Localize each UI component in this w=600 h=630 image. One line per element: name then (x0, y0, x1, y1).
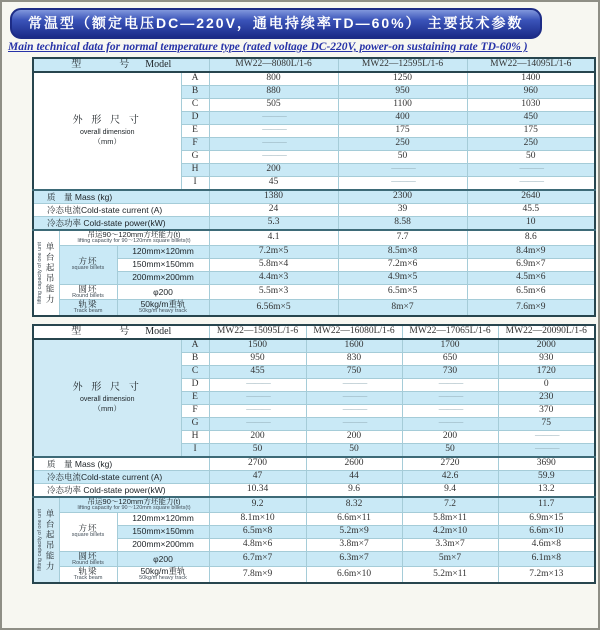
track-spec-zh: 50kg/m重轨 (140, 299, 186, 310)
value-cell: ——— (338, 164, 467, 177)
model-header-zh: 型 号 (71, 325, 144, 337)
dimension-letter: I (181, 444, 209, 458)
value-cell: 7.2 (402, 497, 498, 512)
lift-90-120-label-zh: 吊运90～120mm方坯能力(t) (87, 497, 181, 507)
value-cell: 5.2m×9 (306, 525, 402, 538)
page-title: 常温型（额定电压DC—220V，通电持续率TD—60%） 主要技术参数 (10, 8, 542, 39)
table-row (33, 230, 595, 245)
value-cell: ——— (467, 164, 595, 177)
dimension-label (33, 339, 181, 457)
value-cell: 1100 (338, 99, 467, 112)
value-cell: 47 (209, 471, 306, 484)
value-cell: 6.6m×10 (498, 525, 595, 538)
value-cell: 50 (467, 151, 595, 164)
model-header-en: Model (145, 325, 172, 337)
billet-size: 120mm×120mm (117, 245, 209, 258)
dimension-unit: （mm） (93, 404, 121, 413)
lifting-vertical-label-zh: 单台起吊能力 (45, 508, 56, 572)
mass-label: 质 量 Mass (kg) (33, 457, 209, 471)
dimension-letter: F (181, 138, 209, 151)
round-billets-zh: 圆坯 (78, 283, 98, 294)
value-cell: 4.5m×6 (467, 271, 595, 284)
value-cell: 230 (498, 392, 595, 405)
dimension-letter: D (181, 379, 209, 392)
value-cell: 50 (402, 444, 498, 458)
value-cell: 1250 (338, 72, 467, 86)
value-cell: 4.1 (209, 230, 338, 245)
dimension-letter: G (181, 151, 209, 164)
lift-90-120-label (59, 497, 209, 512)
table-row (33, 551, 595, 567)
dimension-letter: B (181, 353, 209, 366)
square-billets-en: square billets (71, 265, 105, 272)
round-billets-label (59, 551, 117, 567)
value-cell: 50 (209, 444, 306, 458)
lifting-vertical-wrap (34, 231, 59, 315)
dimension-letter: A (181, 339, 209, 353)
value-cell: ——— (402, 392, 498, 405)
value-cell: 8.5m×8 (338, 245, 467, 258)
value-cell: ——— (209, 125, 338, 138)
value-cell: ——— (209, 418, 306, 431)
value-cell: 200 (306, 431, 402, 444)
value-cell: 1400 (467, 72, 595, 86)
value-cell: 8m×7 (338, 300, 467, 316)
value-cell: 800 (209, 72, 338, 86)
value-cell: ——— (306, 392, 402, 405)
value-cell: 250 (467, 138, 595, 151)
value-cell: 8.1m×10 (209, 512, 306, 525)
table-row (33, 190, 595, 204)
dimension-label-en: overall dimension (80, 128, 135, 136)
value-cell: 6.6m×11 (306, 512, 402, 525)
value-cell: 2300 (338, 190, 467, 204)
billet-size: 150mm×150mm (117, 258, 209, 271)
dimension-letter: H (181, 431, 209, 444)
track-spec-en: 50kg/m heavy track (139, 308, 187, 315)
value-cell: 455 (209, 366, 306, 379)
value-cell: 1600 (306, 339, 402, 353)
value-cell: 8.6 (467, 230, 595, 245)
model-header (33, 325, 209, 339)
value-cell: 880 (209, 86, 338, 99)
model-header-zh: 型 号 (71, 58, 144, 70)
page-subtitle: Main technical data for normal temperature type (rated voltage DC-220V, power-on sustaining rate TD-60% ) (8, 41, 528, 53)
value-cell: 1500 (209, 339, 306, 353)
value-cell: 750 (306, 366, 402, 379)
value-cell: 2700 (209, 457, 306, 471)
value-cell: 13.2 (498, 484, 595, 498)
value-cell: 5.8m×11 (402, 512, 498, 525)
table-row (33, 339, 595, 353)
value-cell: ——— (498, 431, 595, 444)
model-name: MW22—17065L/1-6 (402, 325, 498, 339)
value-cell: 2600 (306, 457, 402, 471)
value-cell: 3.3m×7 (402, 538, 498, 551)
value-cell: 1380 (209, 190, 338, 204)
value-cell: 1720 (498, 366, 595, 379)
table-row (33, 204, 595, 217)
value-cell: 175 (467, 125, 595, 138)
value-cell: 6.1m×8 (498, 551, 595, 567)
value-cell: 200 (209, 431, 306, 444)
dimension-label-zh: 外 形 尺 寸 (72, 382, 142, 394)
table-row (33, 512, 595, 525)
value-cell: 4.6m×8 (498, 538, 595, 551)
model-name: MW22—8080L/1-6 (209, 58, 338, 72)
square-billets-label (59, 512, 117, 551)
dimension-letter: F (181, 405, 209, 418)
value-cell: 44 (306, 471, 402, 484)
value-cell: 8.58 (338, 217, 467, 231)
value-cell: ——— (209, 138, 338, 151)
value-cell: 4.8m×6 (209, 538, 306, 551)
model-name: MW22—15095L/1-6 (209, 325, 306, 339)
value-cell: 200 (209, 164, 338, 177)
dimension-letter: D (181, 112, 209, 125)
value-cell: 950 (209, 353, 306, 366)
table-row (33, 300, 595, 316)
value-cell: 5.3 (209, 217, 338, 231)
value-cell: ——— (209, 151, 338, 164)
value-cell: 59.9 (498, 471, 595, 484)
track-spec (117, 567, 209, 583)
value-cell: 7.7 (338, 230, 467, 245)
value-cell: 5m×7 (402, 551, 498, 567)
value-cell: 1030 (467, 99, 595, 112)
dimension-letter: G (181, 418, 209, 431)
value-cell: ——— (306, 418, 402, 431)
value-cell: 9.6 (306, 484, 402, 498)
value-cell: 6.5m×8 (209, 525, 306, 538)
dimension-label (33, 72, 181, 190)
billet-size: 120mm×120mm (117, 512, 209, 525)
value-cell: 8.32 (306, 497, 402, 512)
value-cell: 450 (467, 112, 595, 125)
value-cell: 730 (402, 366, 498, 379)
value-cell: ——— (306, 405, 402, 418)
value-cell: 6.5m×6 (467, 284, 595, 300)
table-row (33, 58, 595, 72)
square-billets-en: square billets (71, 532, 105, 539)
model-name: MW22—16080L/1-6 (306, 325, 402, 339)
value-cell: 7.8m×9 (209, 567, 306, 583)
model-name: MW22—20090L/1-6 (498, 325, 595, 339)
value-cell: ——— (209, 405, 306, 418)
square-billets-label (59, 245, 117, 284)
table-row (33, 484, 595, 498)
table-row (33, 457, 595, 471)
mass-label: 质 量 Mass (kg) (33, 190, 209, 204)
value-cell: 4.2m×10 (402, 525, 498, 538)
lift-90-120-label (59, 230, 209, 245)
table-row (33, 284, 595, 300)
round-billets-label (59, 284, 117, 300)
value-cell: 42.6 (402, 471, 498, 484)
lifting-vertical-wrap (34, 498, 59, 582)
value-cell: 6.6m×10 (306, 567, 402, 583)
value-cell: ——— (209, 392, 306, 405)
model-name: MW22—12595L/1-6 (338, 58, 467, 72)
track-spec (117, 300, 209, 316)
value-cell: 50 (338, 151, 467, 164)
value-cell: 45 (209, 177, 338, 191)
track-beam-zh: 轨梁 (78, 299, 98, 310)
table-row (33, 271, 595, 284)
value-cell: 7.6m×9 (467, 300, 595, 316)
value-cell: 250 (338, 138, 467, 151)
value-cell: 505 (209, 99, 338, 112)
lifting-capacity-vertical-label (33, 497, 59, 583)
value-cell: ——— (498, 444, 595, 458)
value-cell: 6.9m×15 (498, 512, 595, 525)
cold_power-label: 冷态功率 Cold-state power(kW) (33, 217, 209, 231)
value-cell: 39 (338, 204, 467, 217)
lifting-vertical-label-en: lifting capacity of one unit (37, 242, 44, 304)
dimension-letter: I (181, 177, 209, 191)
table-row (33, 245, 595, 258)
value-cell: 6.56m×5 (209, 300, 338, 316)
round-billets-en: Round billets (72, 292, 104, 299)
value-cell: 10.34 (209, 484, 306, 498)
value-cell: ——— (402, 379, 498, 392)
table-row (33, 217, 595, 231)
value-cell: 1700 (402, 339, 498, 353)
dimension-label-zh: 外 形 尺 寸 (72, 115, 142, 127)
table-row (33, 567, 595, 583)
spec-table-2 (32, 324, 596, 584)
table-row (33, 497, 595, 512)
value-cell: 75 (498, 418, 595, 431)
dimension-letter: A (181, 72, 209, 86)
round-billets-zh: 圆坯 (78, 550, 98, 561)
value-cell: 5.2m×11 (402, 567, 498, 583)
value-cell: 6.5m×5 (338, 284, 467, 300)
round-size: φ200 (117, 284, 209, 300)
dimension-unit: （mm） (93, 136, 121, 146)
value-cell: 4.9m×5 (338, 271, 467, 284)
value-cell: 830 (306, 353, 402, 366)
model-header-en: Model (145, 58, 172, 70)
track-spec-zh: 50kg/m重轨 (140, 566, 186, 577)
value-cell: 2000 (498, 339, 595, 353)
value-cell: 200 (402, 431, 498, 444)
value-cell: 9.4 (402, 484, 498, 498)
table-row (33, 538, 595, 551)
table-row (33, 525, 595, 538)
round-billets-en: Round billets (72, 559, 104, 566)
value-cell: 3690 (498, 457, 595, 471)
track-beam-en: Track beam (73, 308, 103, 315)
value-cell: 3.8m×7 (306, 538, 402, 551)
square-billets-zh: 方坯 (78, 523, 98, 534)
lifting-vertical-label-en: lifting capacity of one unit (37, 509, 44, 571)
cold_current-label: 冷态电流Cold-state current (A) (33, 204, 209, 217)
value-cell: 960 (467, 86, 595, 99)
dimension-letter: C (181, 366, 209, 379)
value-cell: 370 (498, 405, 595, 418)
value-cell: 45.5 (467, 204, 595, 217)
value-cell: ——— (306, 379, 402, 392)
value-cell: 10 (467, 217, 595, 231)
model-name: MW22—14095L/1-6 (467, 58, 595, 72)
value-cell: 5.8m×4 (209, 258, 338, 271)
value-cell: ——— (467, 177, 595, 191)
lift-90-120-label-zh: 吊运90～120mm方坯能力(t) (87, 230, 181, 239)
value-cell: 175 (338, 125, 467, 138)
value-cell: ——— (338, 177, 467, 191)
table-row (33, 325, 595, 339)
cold_current-label: 冷态电流Cold-state current (A) (33, 471, 209, 484)
value-cell: 6.7m×7 (209, 551, 306, 567)
track-spec-en: 50kg/m heavy track (139, 575, 187, 582)
track-beam-label (59, 300, 117, 316)
lifting-vertical-label-zh: 单台起吊能力 (45, 241, 56, 305)
value-cell: 650 (402, 353, 498, 366)
value-cell: 50 (306, 444, 402, 458)
dimension-label-en: overall dimension (80, 395, 135, 403)
value-cell: 930 (498, 353, 595, 366)
value-cell: ——— (402, 405, 498, 418)
cold_power-label: 冷态功率 Cold-state power(kW) (33, 484, 209, 498)
value-cell: ——— (402, 418, 498, 431)
dimension-letter: E (181, 125, 209, 138)
track-beam-zh: 轨梁 (78, 566, 98, 577)
billet-size: 200mm×200mm (117, 271, 209, 284)
value-cell: 6.3m×7 (306, 551, 402, 567)
value-cell: 4.4m×3 (209, 271, 338, 284)
billet-size: 150mm×150mm (117, 525, 209, 538)
value-cell: 400 (338, 112, 467, 125)
value-cell: 5.5m×3 (209, 284, 338, 300)
dimension-letter: C (181, 99, 209, 112)
lifting-capacity-vertical-label (33, 230, 59, 316)
value-cell: 8.4m×9 (467, 245, 595, 258)
value-cell: 7.2m×6 (338, 258, 467, 271)
square-billets-zh: 方坯 (78, 256, 98, 267)
value-cell: 11.7 (498, 497, 595, 512)
dimension-letter: H (181, 164, 209, 177)
track-beam-en: Track beam (73, 575, 103, 582)
lift-90-120-label-en: lifting capacity for 90～120mm square billets(t) (77, 237, 191, 244)
dimension-letter: B (181, 86, 209, 99)
value-cell: 7.2m×5 (209, 245, 338, 258)
value-cell: 2720 (402, 457, 498, 471)
table-row (33, 72, 595, 86)
value-cell: 6.9m×7 (467, 258, 595, 271)
track-beam-label (59, 567, 117, 583)
billet-size: 200mm×200mm (117, 538, 209, 551)
value-cell: 950 (338, 86, 467, 99)
dimension-letter: E (181, 392, 209, 405)
round-size: φ200 (117, 551, 209, 567)
value-cell: 2640 (467, 190, 595, 204)
lift-90-120-label-en: lifting capacity for 90～120mm square billets(t) (77, 504, 191, 511)
value-cell: 9.2 (209, 497, 306, 512)
value-cell: 0 (498, 379, 595, 392)
table-row (33, 471, 595, 484)
value-cell: 24 (209, 204, 338, 217)
spec-table-1 (32, 57, 596, 317)
value-cell: ——— (209, 379, 306, 392)
model-header (33, 58, 209, 72)
table-row (33, 258, 595, 271)
value-cell: ——— (209, 112, 338, 125)
value-cell: 7.2m×13 (498, 567, 595, 583)
